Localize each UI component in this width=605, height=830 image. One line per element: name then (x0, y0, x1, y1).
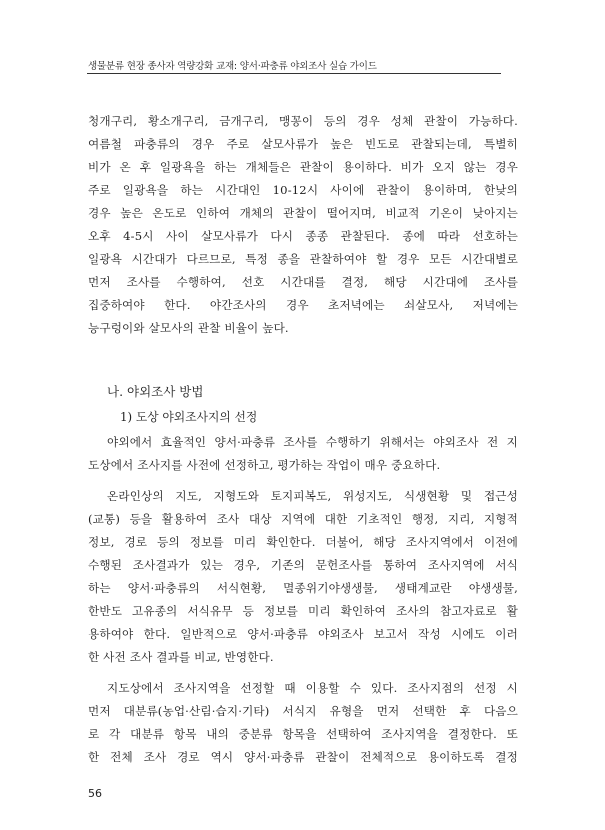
body-text-line: 한반도 고유종의 서식유무 등 정보를 미리 확인하여 조사의 참고자료로 활 (88, 604, 518, 618)
body-text-line: 지도상에서 조사지역을 선정할 때 이용할 수 있다. 조사지점의 선정 시 (107, 681, 518, 695)
body-text-line: 야외에서 효율적인 양서·파충류 조사를 수행하기 위해서는 야외조사 전 지 (107, 435, 518, 449)
body-text-line: 일광욕 시간대가 다르므로, 특정 종을 관찰하여야 할 경우 모든 시간대별로 (88, 252, 518, 266)
body-text-line: 용하여야 한다. 일반적으로 양서·파충류 야외조사 보고서 작성 시에도 이러 (88, 627, 518, 641)
body-text-line: 정보, 경로 등의 정보를 미리 확인한다. 더불어, 해당 조사지역에서 이전에 (88, 535, 518, 549)
page-number: 56 (88, 787, 102, 800)
body-text-line: 비가 온 후 일광욕을 하는 개체들은 관찰이 용이하다. 비가 오지 않는 경우 (88, 160, 518, 174)
body-text-line: 오후 4-5시 사이 살모사류가 다시 종종 관찰된다. 종에 따라 선호하는 (88, 229, 518, 243)
running-header: 생물분류 현장 종사자 역량강화 교재: 양서·파충류 야외조사 실습 가이드 (88, 61, 377, 72)
body-text-line: 온라인상의 지도, 지형도와 토지피복도, 위성지도, 식생현황 및 접근성 (107, 489, 518, 503)
body-text-line: 하는 양서·파충류의 서식현황, 멸종위기야생생물, 생태계교란 야생생물, (88, 581, 518, 595)
body-text-line: 집중하여야 한다. 야간조사의 경우 초저녁에는 쇠살모사, 저녁에는 (88, 298, 518, 312)
body-text-line: 한 사전 조사 결과를 비교, 반영한다. (88, 650, 274, 664)
body-text-line: 먼저 대분류(농업·산림·습지·기타) 서식지 유형을 먼저 선택한 후 다음으 (88, 704, 518, 718)
body-text-line: 청개구리, 황소개구리, 금개구리, 맹꽁이 등의 경우 성체 관찰이 가능하다. (88, 114, 518, 128)
body-text-line: (교통) 등을 활용하여 조사 대상 지역에 대한 기초적인 행정, 지리, 지형적 (88, 512, 518, 526)
body-text-line: 로 각 대분류 항목 내의 중분류 항목을 선택하여 조사지역을 결정한다. 또 (88, 727, 518, 741)
subsection-heading: 1) 도상 야외조사지의 선정 (120, 410, 258, 424)
body-text-line: 주로 일광욕을 하는 시간대인 10-12시 사이에 관찰이 용이하며, 한낮의 (88, 183, 518, 197)
body-text-line: 먼저 조사를 수행하여, 선호 시간대를 결정, 해당 시간대에 조사를 (88, 275, 518, 289)
header-divider (87, 73, 501, 74)
body-text-line: 한 전체 조사 경로 역시 양서·파충류 관찰이 전체적으로 용이하도록 결정 (88, 750, 518, 764)
section-heading: 나. 야외조사 방법 (107, 384, 204, 399)
body-text-line: 수행된 조사결과가 있는 경우, 기존의 문헌조사를 통하여 조사지역에 서식 (88, 558, 518, 572)
body-text-line: 여름철 파충류의 경우 주로 살모사류가 높은 빈도로 관찰되는데, 특별히 (88, 137, 518, 151)
body-text-line: 도상에서 조사지를 사전에 선정하고, 평가하는 작업이 매우 중요하다. (88, 458, 441, 472)
body-text-line: 경우 높은 온도로 인하여 개체의 관찰이 떨어지며, 비교적 기온이 낮아지는 (88, 206, 518, 220)
body-text-line: 능구렁이와 살모사의 관찰 비율이 높다. (88, 321, 289, 335)
